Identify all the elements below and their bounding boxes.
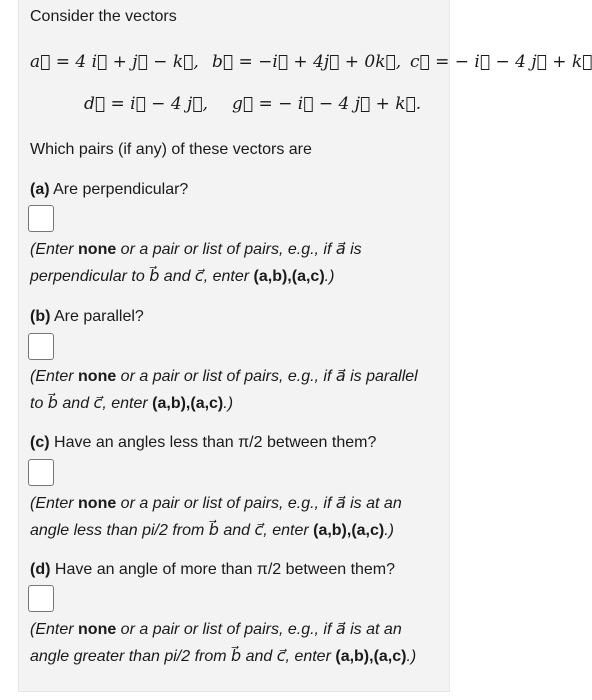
part-b-label: (b) <box>30 308 51 325</box>
vector-d: d⃗ = i⃗ − 4 j⃗, <box>84 94 208 114</box>
answer-input-c[interactable] <box>28 459 54 486</box>
part-b-text: Are parallel? <box>54 308 144 325</box>
part-d-prompt <box>30 561 395 579</box>
part-a-label: (a) <box>30 181 50 198</box>
part-d-text: Have an angle of more than π/2 between them? <box>54 561 396 578</box>
part-a-text: Are perpendicular? <box>53 181 189 198</box>
answer-input-a[interactable] <box>28 205 54 232</box>
vector-g: g⃗ = − i⃗ − 4 j⃗ + k⃗. <box>232 94 422 114</box>
part-c-prompt <box>30 434 376 452</box>
part-a-help-line2: perpendicular to b⃗ and c⃗, enter (a,b),(a,c).) <box>30 268 335 285</box>
part-c-text: Have an angles less than π/2 between them? <box>54 434 377 451</box>
part-c-help-line1: (Enter none or a pair or list of pairs, e.g., if a⃗ is at an <box>30 495 402 512</box>
part-c-label: (c) <box>30 434 50 451</box>
vector-b: b⃗ = −i⃗ + 4j⃗ + 0k⃗, <box>212 52 402 72</box>
part-b-prompt <box>30 308 144 326</box>
answer-input-d[interactable] <box>28 585 54 612</box>
question-text: Which pairs (if any) of these vectors are <box>30 141 312 158</box>
part-b-help-line1: (Enter none or a pair or list of pairs, e.g., if a⃗ is parallel <box>30 368 418 385</box>
vector-c: c⃗ = − i⃗ − 4 j⃗ + k⃗ <box>410 52 592 72</box>
intro-text: Consider the vectors <box>30 8 177 25</box>
vector-a: a⃗ = 4 i⃗ + j⃗ − k⃗, <box>30 52 199 72</box>
part-d-help-line2: angle greater than pi/2 from b⃗ and c⃗, enter (a,b),(a,c).) <box>30 648 417 665</box>
part-d-help-line1: (Enter none or a pair or list of pairs, e.g., if a⃗ is at an <box>30 621 402 638</box>
part-b-help-line2: to b⃗ and c⃗, enter (a,b),(a,c).) <box>30 395 234 412</box>
answer-input-b[interactable] <box>28 333 54 360</box>
part-a-help-line1: (Enter none or a pair or list of pairs, e.g., if a⃗ is <box>30 241 362 258</box>
part-d-label: (d) <box>30 561 51 578</box>
part-a-prompt <box>30 181 188 199</box>
part-c-help-line2: angle less than pi/2 from b⃗ and c⃗, enter (a,b),(a,c).) <box>30 522 395 539</box>
